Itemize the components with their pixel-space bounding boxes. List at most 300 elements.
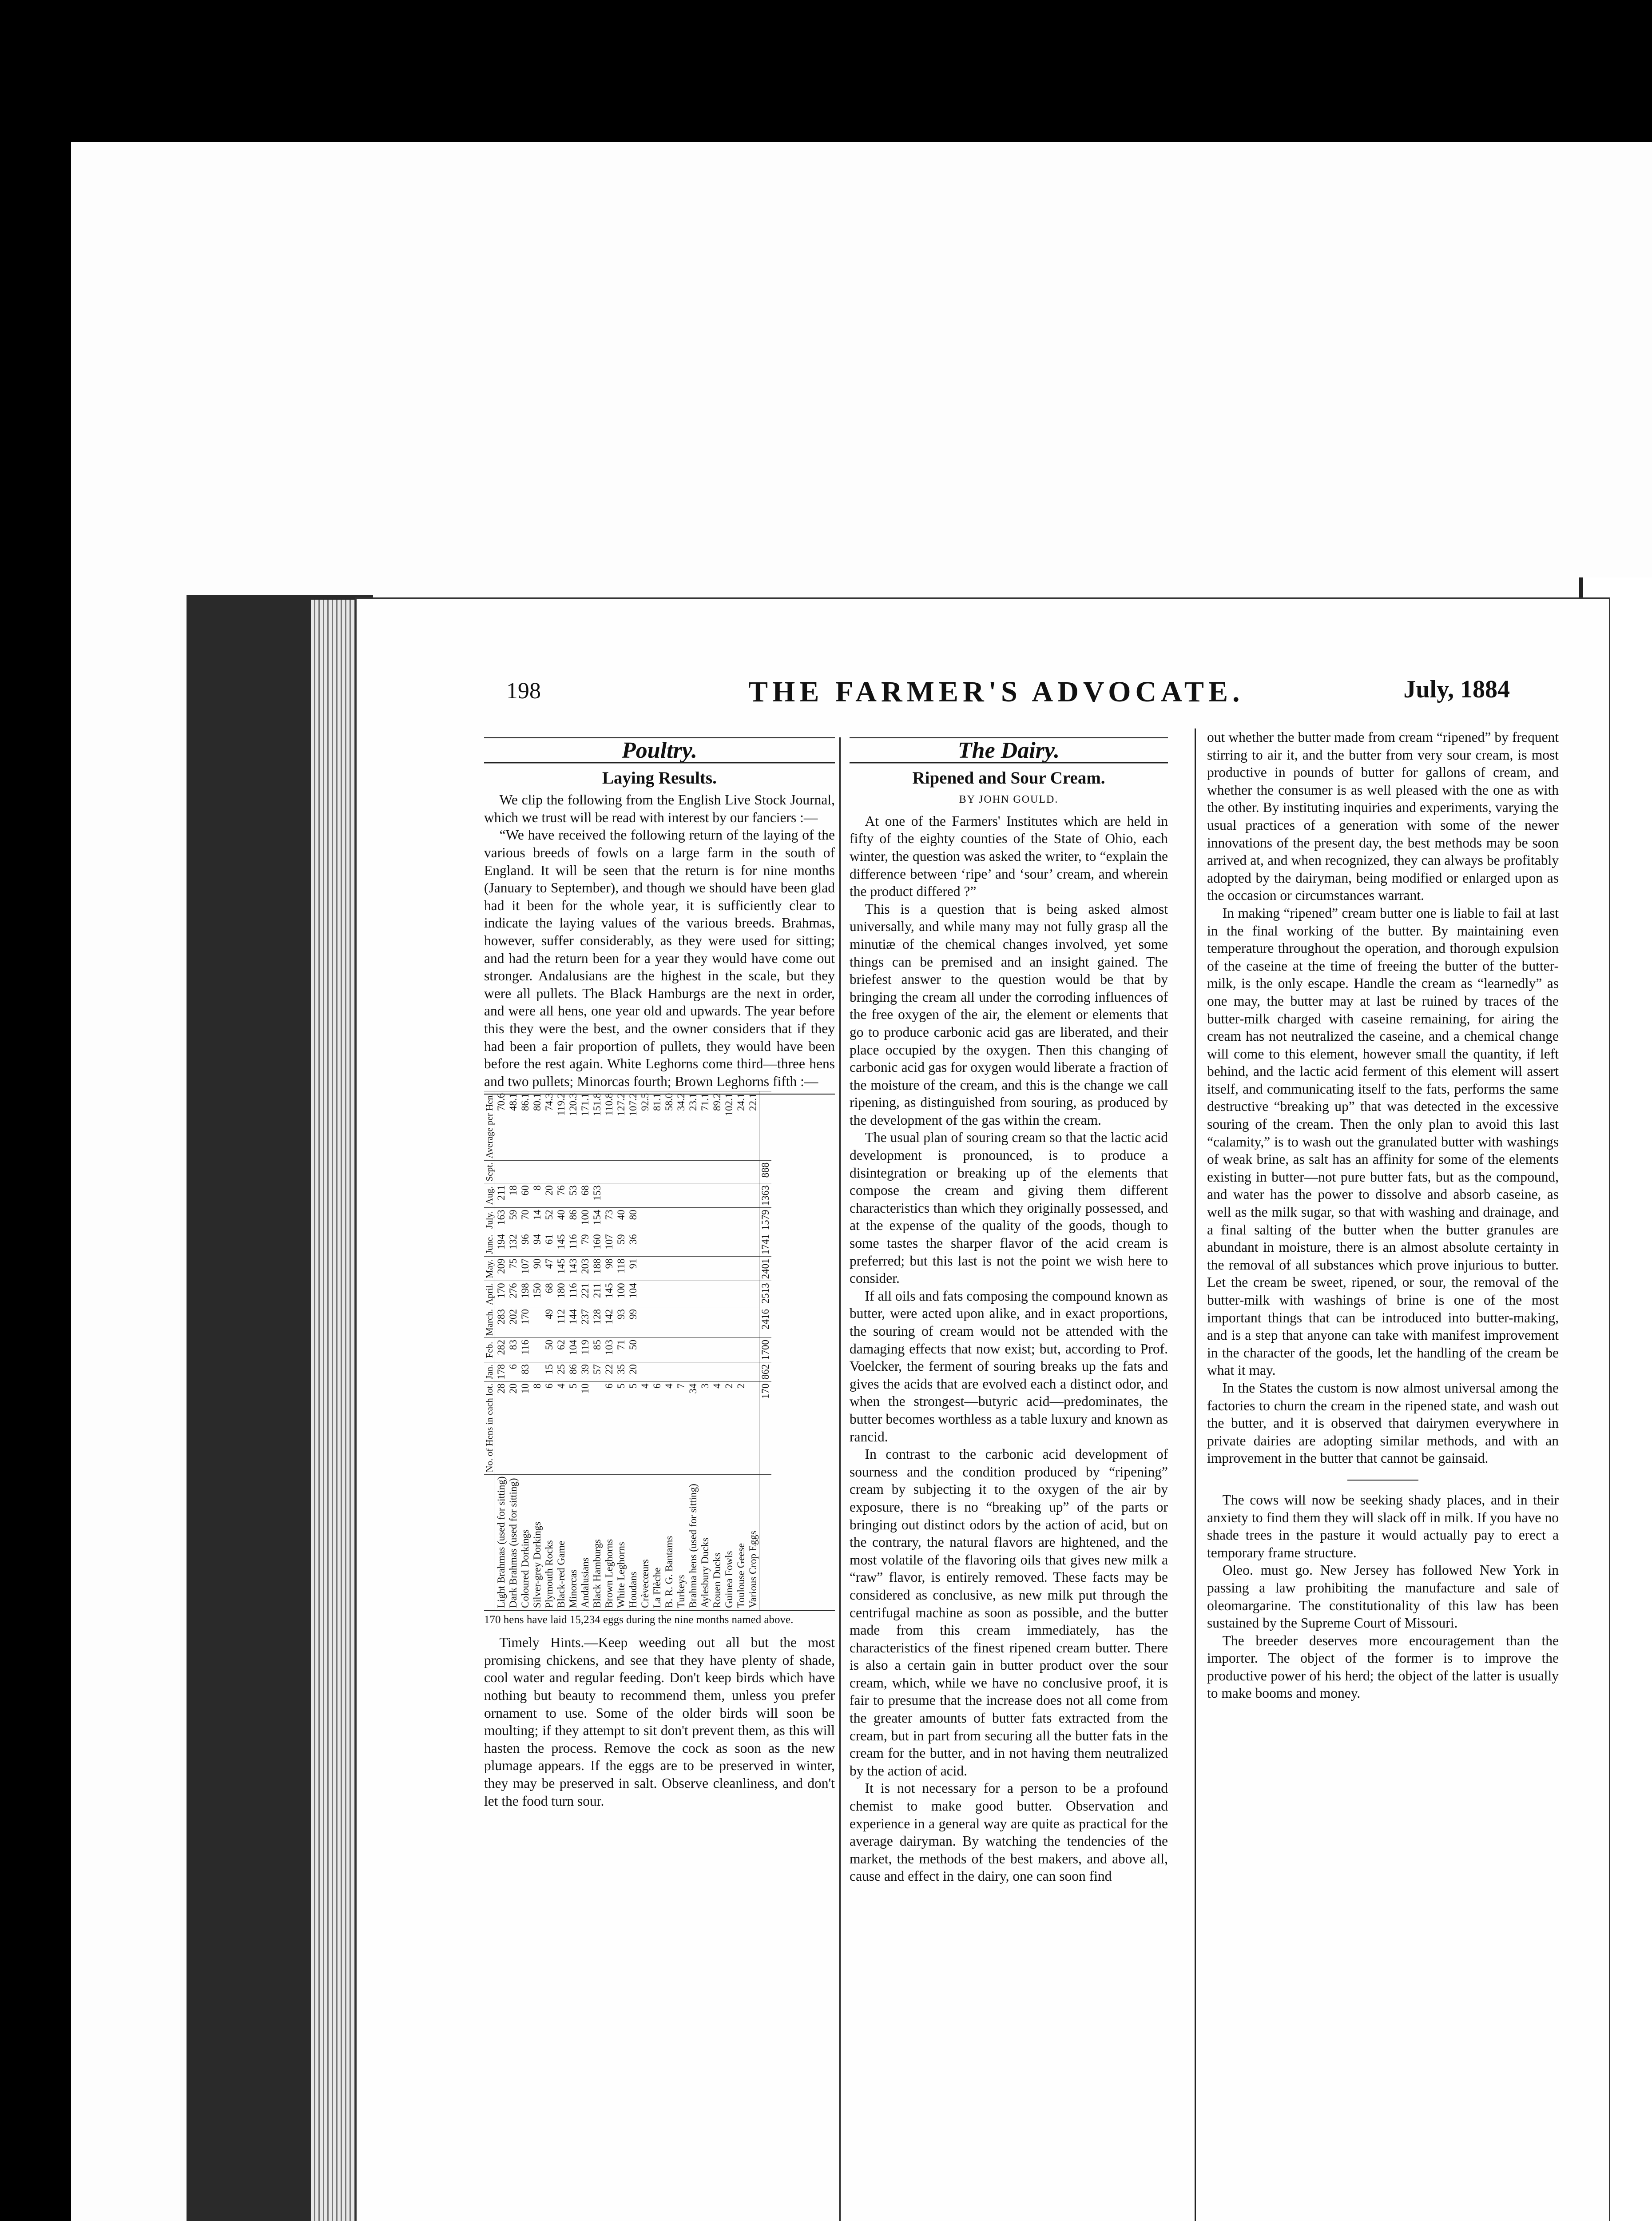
table-cell xyxy=(639,1161,651,1184)
table-cell xyxy=(531,1338,543,1362)
table-cell: 34 xyxy=(687,1381,699,1474)
table-header-cell: July. xyxy=(484,1208,495,1232)
table-cell xyxy=(639,1208,651,1232)
table-cell: 14 xyxy=(531,1208,543,1232)
table-cell xyxy=(735,1257,747,1281)
table-cell: 211 xyxy=(495,1183,508,1208)
table-header-cell: No. of Hens in each lot. xyxy=(484,1381,495,1474)
article-quote: “We have received the following return of the laying of the various breeds of fowls on a large farm in the south of England. It will be seen that the return is for nine months (January to September), and though we should have been glad had it been for the whole year, it is sufficiently clear to indicate the laying values of the various breeds. Brahmas, however, suffer considerably, as they were used for sitting; and had the return been for a year they would have come out stronger. Andalusians are the highest in the scale, but they were all pullets. The Black Hamburgs are the next in order, and were all hens, one year old and upwards. The year before this they were the best, and the owner considers that if they had been a fair proportion of pullets, they would have been before the rest again. White Leghorns come third—three hens and two pullets; Minorcas fourth; Brown Leghorns fifth :— xyxy=(484,827,835,1089)
table-cell xyxy=(603,1183,615,1208)
table-cell: 80 xyxy=(627,1208,639,1232)
table-cell: 178 xyxy=(495,1362,508,1382)
table-cell: 221 xyxy=(579,1281,591,1307)
table-row xyxy=(687,1091,699,1610)
table-cell xyxy=(687,1307,699,1338)
table-cell xyxy=(711,1281,723,1307)
table-cell: 163 xyxy=(495,1208,508,1232)
table-cell xyxy=(531,1362,543,1382)
table-cell xyxy=(747,1208,759,1232)
table-cell: 107 xyxy=(519,1257,531,1281)
table-cell xyxy=(639,1362,651,1382)
table-cell: 10 xyxy=(519,1381,531,1474)
article-title-ripened-cream: Ripened and Sour Cream. xyxy=(912,768,1105,788)
table-cell xyxy=(723,1257,735,1281)
table-cell xyxy=(651,1362,663,1382)
table-cell: 24.1 xyxy=(735,1091,747,1160)
table-cell: 90 xyxy=(531,1257,543,1281)
table-cell: 145 xyxy=(603,1281,615,1307)
table-cell xyxy=(735,1307,747,1338)
table-cell: 10 xyxy=(579,1381,591,1474)
table-cell xyxy=(651,1232,663,1257)
table-cell: 127.2 xyxy=(615,1091,627,1160)
table-row xyxy=(543,1091,555,1610)
table-cell xyxy=(663,1307,675,1338)
table-cell xyxy=(699,1257,711,1281)
table-cell: 49 xyxy=(543,1307,555,1338)
table-cell: 58.0 xyxy=(663,1091,675,1160)
table-cell: Coloured Dorkings xyxy=(519,1474,531,1610)
table-cell: 4 xyxy=(555,1381,567,1474)
table-cell: 86 xyxy=(567,1362,579,1382)
table-cell xyxy=(567,1161,579,1184)
dairy-paragraph: The usual plan of souring cream so that the lactic acid development is pronounced, is to produce a disintegration or breaking up of the elements that compose the cream and giving them different characteristics than which they originally possessed, and at the expense of the quality of the goods, though to some tastes the sharper flavor of the acid cream is preferred; but this last is not the point we wish here to consider. xyxy=(850,1130,1168,1286)
table-cell: 144 xyxy=(567,1307,579,1338)
table-cell: 7 xyxy=(675,1381,687,1474)
table-cell: 888 xyxy=(759,1161,772,1184)
table-cell: 180 xyxy=(555,1281,567,1307)
table-cell xyxy=(711,1232,723,1257)
table-cell xyxy=(687,1232,699,1257)
table-cell: 34.2 xyxy=(675,1091,687,1160)
table-cell xyxy=(735,1161,747,1184)
table-cell: 60 xyxy=(519,1183,531,1208)
table-cell: 68 xyxy=(543,1281,555,1307)
table-row xyxy=(663,1091,675,1610)
table-cell xyxy=(507,1161,519,1184)
dairy-paragraph: This is a question that is being asked almost universally, and while many may not fully grasp all the minutiæ of the chemical changes involved, yet some things can be premised and an insight gained. The briefest answer to the question would be that by bringing the cream all under the corroding influences of the free oxygen of the air, the element or elements that go to produce carbonic acid gas are liberated, and their place occupied by the oxygen. Then this changing of carbonic acid gas for oxygen would liberate a fraction of the moisture of the cream, and this is the change we call ripening, as distinguished from souring, as produced by the development of the gas within the cream. xyxy=(850,901,1168,1128)
table-cell: 6 xyxy=(543,1381,555,1474)
table-cell: 100 xyxy=(615,1281,627,1307)
table-cell xyxy=(687,1183,699,1208)
table-cell: 203 xyxy=(579,1257,591,1281)
table-cell xyxy=(651,1183,663,1208)
table-cell: 103 xyxy=(603,1338,615,1362)
table-cell: 94 xyxy=(531,1232,543,1257)
table-cell xyxy=(651,1281,663,1307)
table-cell xyxy=(579,1161,591,1184)
table-cell: 20 xyxy=(627,1362,639,1382)
table-row xyxy=(735,1091,747,1610)
table-cell xyxy=(723,1232,735,1257)
table-cell: 25 xyxy=(555,1362,567,1382)
table-cell: 862 xyxy=(759,1362,772,1382)
table-cell xyxy=(711,1362,723,1382)
table-header-cell: March. xyxy=(484,1307,495,1338)
table-cell: 75 xyxy=(507,1257,519,1281)
table-cell: Silver-grey Dorkings xyxy=(531,1474,543,1610)
table-cell xyxy=(675,1208,687,1232)
table-cell xyxy=(723,1183,735,1208)
table-cell xyxy=(543,1161,555,1184)
table-cell xyxy=(711,1183,723,1208)
table-header-cell: Sept. xyxy=(484,1161,495,1184)
table-body xyxy=(495,1091,772,1610)
table-cell: 170 xyxy=(519,1307,531,1338)
table-cell: 71 xyxy=(615,1338,627,1362)
table-cell xyxy=(723,1362,735,1382)
table-cell: 5 xyxy=(627,1381,639,1474)
timely-hints: Timely Hints.—Keep weeding out all but the most promising chickens, and see that they have plenty of shade, cool water and regular feeding. Don't keep birds which have nothing but beauty to recommend them, unless you prefer ornament to use. Some of the older birds will soon be moulting; if they attempt to sit don't prevent them, as this will hasten the process. Remove the cock as soon as the new plumage appears. If the eggs are to be preserved in winter, they may be preserved in salt. Observe cleanliness, and don't let the food turn sour. xyxy=(484,1635,835,1809)
table-cell: 237 xyxy=(579,1307,591,1338)
table-header-cell: Aug. xyxy=(484,1183,495,1208)
table-cell xyxy=(519,1161,531,1184)
table-cell: 98 xyxy=(603,1257,615,1281)
table-header-cell: June. xyxy=(484,1232,495,1257)
table-cell: 5 xyxy=(567,1381,579,1474)
table-cell: 80.1 xyxy=(531,1091,543,1160)
table-cell: 85 xyxy=(591,1338,603,1362)
table-cell: Aylesbury Ducks xyxy=(699,1474,711,1610)
table-row xyxy=(519,1091,531,1610)
table-cell: 198 xyxy=(519,1281,531,1307)
table-row xyxy=(651,1091,663,1610)
table-cell: 20 xyxy=(507,1381,519,1474)
table-cell: 1700 xyxy=(759,1338,772,1362)
table-cell: 62 xyxy=(555,1338,567,1362)
table-cell: 116 xyxy=(567,1281,579,1307)
table-cell: Light Brahmas (used for sitting) xyxy=(495,1474,508,1610)
table-cell xyxy=(639,1338,651,1362)
article-intro: We clip the following from the English Live Stock Journal, which we trust will be read with interest by our fanciers :— xyxy=(484,792,835,825)
note-paragraph: The breeder deserves more encouragement than the importer. The object of the former is to improve the productive power of his herd; the object of the latter is usually to make booms and money. xyxy=(1207,1632,1559,1701)
table-cell: White Leghorns xyxy=(615,1474,627,1610)
table-cell: 282 xyxy=(495,1338,508,1362)
table-cell: 73 xyxy=(603,1208,615,1232)
note-paragraph: The cows will now be seeking shady places, and in their anxiety to find them they will slack off in milk. If you have no shade trees in the pasture it would actually pay to erect a temporary frame structure. xyxy=(1207,1492,1559,1560)
table-row xyxy=(603,1091,615,1610)
table-cell xyxy=(651,1257,663,1281)
byline: BY JOHN GOULD. xyxy=(959,794,1059,806)
table-cell: 4 xyxy=(639,1381,651,1474)
table-cell: 112 xyxy=(555,1307,567,1338)
table-cell xyxy=(687,1208,699,1232)
table-cell: 4 xyxy=(663,1381,675,1474)
table-cell: 8 xyxy=(531,1183,543,1208)
table-cell xyxy=(663,1281,675,1307)
table-cell xyxy=(591,1381,603,1474)
table-cell xyxy=(651,1307,663,1338)
table-cell: 150 xyxy=(531,1281,543,1307)
table-cell xyxy=(699,1232,711,1257)
table-cell: 40 xyxy=(555,1208,567,1232)
section-rule xyxy=(1347,1480,1418,1481)
department-heading-dairy: The Dairy. xyxy=(850,737,1168,764)
table-cell: 39 xyxy=(579,1362,591,1382)
table-cell xyxy=(735,1362,747,1382)
table-cell: 89.2 xyxy=(711,1091,723,1160)
table-note: 170 hens have laid 15,234 eggs during the nine months named above. xyxy=(484,1614,794,1626)
masthead: THE FARMER'S ADVOCATE. xyxy=(748,676,1244,708)
table-cell: 2401 xyxy=(759,1257,772,1281)
table-cell xyxy=(591,1161,603,1184)
table-row xyxy=(627,1091,639,1610)
table-cell xyxy=(663,1362,675,1382)
table-cell xyxy=(663,1232,675,1257)
table-cell xyxy=(711,1208,723,1232)
issue-date: July, 1884 xyxy=(1403,676,1510,703)
table-cell xyxy=(747,1183,759,1208)
table-cell xyxy=(663,1183,675,1208)
table-cell xyxy=(687,1257,699,1281)
table-cell xyxy=(747,1161,759,1184)
table-cell xyxy=(639,1257,651,1281)
table-cell xyxy=(723,1281,735,1307)
table-cell: 170 xyxy=(495,1281,508,1307)
table-cell: 52 xyxy=(543,1208,555,1232)
table-cell: Toulouse Geese xyxy=(735,1474,747,1610)
table-row xyxy=(711,1091,723,1610)
table-cell xyxy=(687,1338,699,1362)
table-cell xyxy=(615,1183,627,1208)
table-row xyxy=(747,1091,759,1610)
table-cell xyxy=(699,1362,711,1382)
table-cell xyxy=(723,1338,735,1362)
table-cell xyxy=(675,1338,687,1362)
table-cell: 6 xyxy=(651,1381,663,1474)
table-cell xyxy=(615,1161,627,1184)
article-title-laying-results: Laying Results. xyxy=(602,768,717,788)
table-cell: 170 xyxy=(759,1381,772,1474)
table-cell xyxy=(735,1281,747,1307)
table-row xyxy=(759,1091,772,1610)
table-cell xyxy=(735,1183,747,1208)
table-cell: Andalusians xyxy=(579,1474,591,1610)
table-cell xyxy=(675,1232,687,1257)
table-cell: 6 xyxy=(507,1362,519,1382)
table-cell: 47 xyxy=(543,1257,555,1281)
table-cell: 50 xyxy=(627,1338,639,1362)
table-cell: Crèvecœurs xyxy=(639,1474,651,1610)
table-cell xyxy=(711,1307,723,1338)
table-cell: 1579 xyxy=(759,1208,772,1232)
table-cell xyxy=(699,1307,711,1338)
table-cell: 119.2 xyxy=(555,1091,567,1160)
table-cell: 53 xyxy=(567,1183,579,1208)
table-cell xyxy=(747,1338,759,1362)
table-cell: 86 xyxy=(567,1208,579,1232)
table-cell xyxy=(675,1307,687,1338)
table-cell: 70.6 xyxy=(495,1091,508,1160)
dairy-paragraph: In contrast to the carbonic acid development of sourness and the condition produced by “ripening” cream by subjecting it to the oxygen of the air by exposure, there is no “breaking up” of the parts or bringing out distinct odors by the action of acid, but on the contrary, the natural flavors are hightened, and the most volatile of the flavoring oils that gives new milk a “raw” flavor, is entirely removed. These facts may be considered as conclusive, as new milk put through the centrifugal machine as soon as possible, and the butter made from this cream immediately, has the characteristics of the finest ripened cream butter. There is also a certain gain in butter product over the sour cream, which, while we have no conclusive proof, it is fair to presume that the increase does not all come from the greater amounts of butter fats extracted from the cream, but in part from securing all the butter fats in the cream for the butter, and in not having them neutralized by the action of acid. xyxy=(850,1446,1168,1779)
table-cell: 76 xyxy=(555,1183,567,1208)
dairy-paragraph: It is not necessary for a person to be a profound chemist to make good butter. Observation and experience in a general way are quite as practical for the average dairyman. By watching the tendencies of the market, the methods of the best makers, and above all, cause and effect in the dairy, one can soon find xyxy=(850,1780,1168,1884)
table-cell xyxy=(675,1183,687,1208)
table-cell: 92.5 xyxy=(639,1091,651,1160)
table-cell: 102.1 xyxy=(723,1091,735,1160)
table-row xyxy=(507,1091,519,1610)
page-number: 198 xyxy=(506,678,541,704)
egg-table-wrapper xyxy=(484,1094,835,1611)
table-cell: Houdans xyxy=(627,1474,639,1610)
table-cell: Minorcas xyxy=(567,1474,579,1610)
dairy-paragraph: At one of the Farmers' Institutes which are held in fifty of the eighty counties of the State of Ohio, each winter, the question was asked the writer, to “explain the difference between ‘ripe’ and ‘sour’ cream, and wherein the product differed ?” xyxy=(850,813,1168,900)
table-cell: 18 xyxy=(507,1183,519,1208)
table-cell xyxy=(531,1307,543,1338)
table-row xyxy=(615,1091,627,1610)
table-row xyxy=(639,1091,651,1610)
table-row xyxy=(495,1091,508,1610)
egg-table-rotated xyxy=(484,1095,835,1610)
table-cell xyxy=(711,1161,723,1184)
table-cell: 2 xyxy=(723,1381,735,1474)
dairy-paragraph: If all oils and fats composing the compound known as butter, were acted upon alike, and in exact proportions, the souring of cream would not be attended with the damaging effects that now exist; but, according to Prof. Voelcker, the ferment of souring breaks up the fats and gives the acids that are evolved each a distinct odor, and when the strongest—butyric acid—predominates, the butter becomes worthless as a table luxury and known as rancid. xyxy=(850,1288,1168,1445)
table-cell xyxy=(675,1362,687,1382)
table-cell: 68 xyxy=(579,1183,591,1208)
table-cell: 74.3 xyxy=(543,1091,555,1160)
table-header-cell: Average per Hen. xyxy=(484,1091,495,1160)
table-cell: 120.3 xyxy=(567,1091,579,1160)
table-cell xyxy=(711,1257,723,1281)
table-cell: 57 xyxy=(591,1362,603,1382)
table-cell xyxy=(651,1208,663,1232)
column-dairy xyxy=(839,737,1168,2221)
continuation-paragraph: out whether the butter made from cream “ripened” by frequent stirring to air it, and the butter from very sour cream, is most productive in pounds of butter for gallons of cream, and whether the consumer is as well pleased with the one as with the other. By instituting inquiries and experiments, varying the usual practices of a generation with some of the newer innovations of the present day, the best methods may be soon arrived at, and when recognized, they can always be profitably adopted by the dairyman, being modified or enlarged upon as the occasion or circumstances warrant. xyxy=(1207,729,1559,904)
table-cell xyxy=(699,1208,711,1232)
table-cell xyxy=(747,1281,759,1307)
table-cell: 107.2 xyxy=(627,1091,639,1160)
table-cell: 160 xyxy=(591,1232,603,1257)
table-cell xyxy=(639,1232,651,1257)
table-cell xyxy=(663,1208,675,1232)
table-cell xyxy=(747,1257,759,1281)
table-cell xyxy=(651,1161,663,1184)
table-header-row xyxy=(484,1091,495,1610)
table-cell: 61 xyxy=(543,1232,555,1257)
table-cell xyxy=(699,1281,711,1307)
table-row xyxy=(591,1091,603,1610)
table-cell: Black Hamburgs xyxy=(591,1474,603,1610)
table-cell xyxy=(603,1161,615,1184)
egg-laying-table xyxy=(484,1091,771,1610)
table-header-cell: Feb. xyxy=(484,1338,495,1362)
table-cell: 48.1 xyxy=(507,1091,519,1160)
table-cell: 20 xyxy=(543,1183,555,1208)
table-cell: 128 xyxy=(591,1307,603,1338)
table-cell xyxy=(675,1281,687,1307)
table-cell xyxy=(663,1257,675,1281)
table-cell xyxy=(723,1161,735,1184)
table-cell: 3 xyxy=(699,1381,711,1474)
table-cell: B. R. G. Bantams xyxy=(663,1474,675,1610)
table-header-cell: May. xyxy=(484,1257,495,1281)
table-row xyxy=(579,1091,591,1610)
table-cell: 100 xyxy=(579,1208,591,1232)
table-cell: 194 xyxy=(495,1232,508,1257)
table-header-cell: Jan. xyxy=(484,1362,495,1382)
table-cell xyxy=(735,1232,747,1257)
table-cell: 96 xyxy=(519,1232,531,1257)
table-cell xyxy=(687,1161,699,1184)
department-heading-poultry: Poultry. xyxy=(484,737,835,764)
table-cell: 93 xyxy=(615,1307,627,1338)
table-cell xyxy=(675,1161,687,1184)
table-cell: 276 xyxy=(507,1281,519,1307)
table-cell: 107 xyxy=(603,1232,615,1257)
page-header xyxy=(506,675,1510,708)
table-cell: 35 xyxy=(615,1362,627,1382)
table-cell: 86.1 xyxy=(519,1091,531,1160)
table-cell xyxy=(627,1183,639,1208)
table-cell: 283 xyxy=(495,1307,508,1338)
table-cell: 2416 xyxy=(759,1307,772,1338)
table-cell xyxy=(747,1381,759,1474)
column-continuation xyxy=(1195,728,1559,2221)
table-cell: 91 xyxy=(627,1257,639,1281)
table-cell: 171.1 xyxy=(579,1091,591,1160)
table-cell xyxy=(699,1338,711,1362)
table-cell: 59 xyxy=(615,1232,627,1257)
table-row xyxy=(555,1091,567,1610)
column-poultry xyxy=(484,737,835,2221)
table-cell: 116 xyxy=(567,1232,579,1257)
table-cell: 81.1 xyxy=(651,1091,663,1160)
table-cell xyxy=(735,1208,747,1232)
table-cell: 83 xyxy=(519,1362,531,1382)
table-cell: Rouen Ducks xyxy=(711,1474,723,1610)
table-cell: 154 xyxy=(591,1208,603,1232)
table-cell xyxy=(759,1474,772,1610)
table-cell: 118 xyxy=(615,1257,627,1281)
table-cell: 2513 xyxy=(759,1281,772,1307)
table-cell xyxy=(687,1281,699,1307)
table-cell: 70 xyxy=(519,1208,531,1232)
table-cell: Dark Brahmas (used for sitting) xyxy=(507,1474,519,1610)
table-cell: 83 xyxy=(507,1338,519,1362)
table-cell: Black-red Game xyxy=(555,1474,567,1610)
table-cell: 1741 xyxy=(759,1232,772,1257)
table-cell: 188 xyxy=(591,1257,603,1281)
table-cell: 22.1 xyxy=(747,1091,759,1160)
table-cell: 6 xyxy=(603,1381,615,1474)
note-paragraph: Oleo. must go. New Jersey has followed New York in passing a law prohibiting the manufacture and sale of oleomargarine. The constitutionality of this law has been sustained by the Supreme Court of Missouri. xyxy=(1207,1562,1559,1631)
table-cell: 36 xyxy=(627,1232,639,1257)
table-cell: 145 xyxy=(555,1257,567,1281)
table-cell xyxy=(651,1338,663,1362)
table-cell: 15 xyxy=(543,1362,555,1382)
table-cell: 116 xyxy=(519,1338,531,1362)
table-cell xyxy=(747,1232,759,1257)
table-cell: 22 xyxy=(603,1362,615,1382)
table-cell: 202 xyxy=(507,1307,519,1338)
table-row xyxy=(675,1091,687,1610)
table-cell xyxy=(699,1183,711,1208)
table-cell: 211 xyxy=(591,1281,603,1307)
table-cell xyxy=(531,1161,543,1184)
table-cell: 5 xyxy=(615,1381,627,1474)
table-cell: 79 xyxy=(579,1232,591,1257)
table-cell: 110.8 xyxy=(603,1091,615,1160)
table-cell xyxy=(627,1161,639,1184)
table-cell: 153 xyxy=(591,1183,603,1208)
table-cell: 145 xyxy=(555,1232,567,1257)
table-cell: 2 xyxy=(735,1381,747,1474)
table-cell: 104 xyxy=(567,1338,579,1362)
table-cell xyxy=(747,1307,759,1338)
table-cell xyxy=(759,1091,772,1160)
table-cell: Guinea Fowls xyxy=(723,1474,735,1610)
table-cell: Brahma hens (used for sitting) xyxy=(687,1474,699,1610)
